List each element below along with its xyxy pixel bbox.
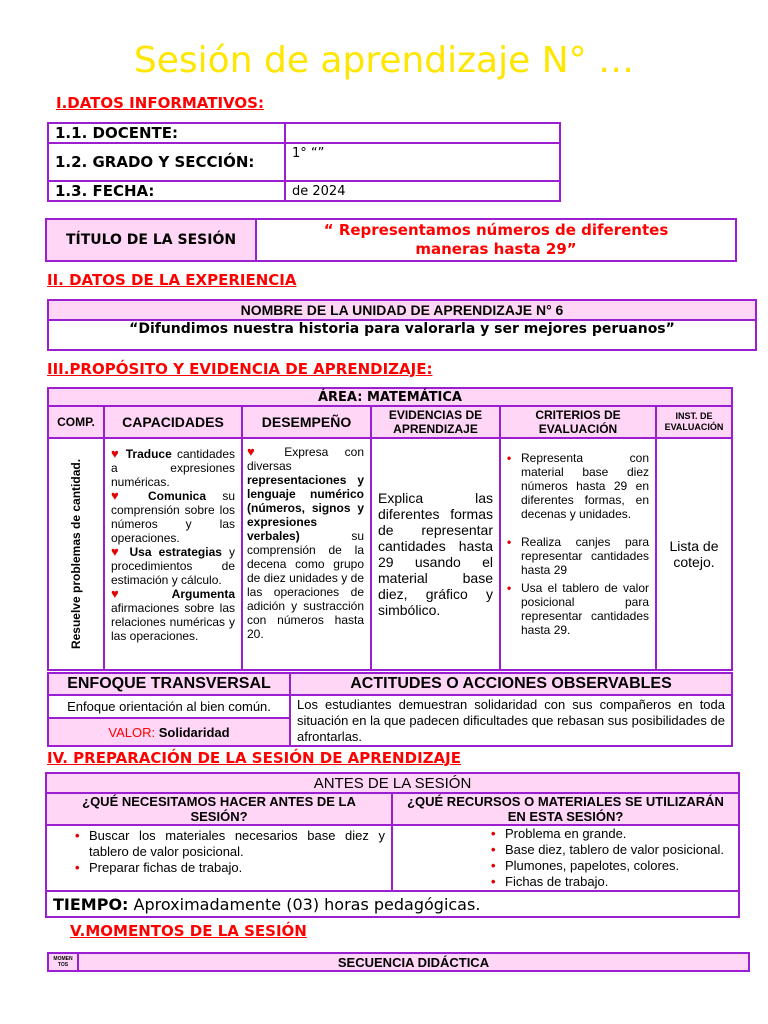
heart-icon: ♥: [111, 488, 132, 503]
evidencia-cell: Explica las diferentes formas de representar cantidades hasta 29 usando el material base diez, gráfico y simbólico.: [371, 438, 500, 670]
enfoque-label: ENFOQUE TRANSVERSAL: [48, 673, 290, 695]
recurso-item: • Plumones, papelotes, colores.: [505, 858, 732, 874]
tiempo-cell: [46, 891, 739, 917]
unidad-label: NOMBRE DE LA UNIDAD DE APRENDIZAJE N° 6: [48, 300, 756, 320]
heart-icon: ♥: [111, 586, 144, 601]
antes-label: ANTES DE LA SESIÓN: [46, 773, 739, 793]
actitudes-value: Los estudiantes demuestran solidaridad con sus compañeros en toda situación en la que padecen dificultades que rebasan sus posibilidades de afrontarlas.: [290, 695, 732, 746]
tiempo-value: Aproximadamente (03) horas pedagógicas.: [133, 894, 481, 914]
instrumento-cell: Lista de cotejo.: [656, 438, 732, 670]
area-label: ÁREA: MATEMÁTICA: [48, 388, 732, 406]
q-recursos: ¿QUÉ RECURSOS O MATERIALES SE UTILIZARÁN EN ESTA SESIÓN?: [392, 793, 739, 825]
secuencia-label: SECUENCIA DIDÁCTICA: [78, 953, 749, 971]
fecha-value: de 2024: [285, 181, 560, 201]
enfoque-table: [47, 672, 733, 747]
capacidades-cell: [104, 438, 242, 670]
section-datos-informativos: I.DATOS INFORMATIVOS:: [56, 94, 264, 112]
criterio-item: • Usa el tablero de valor posicional para representar cantidades hasta 29.: [521, 581, 649, 637]
page-title: Sesión de aprendizaje N° …: [133, 40, 635, 81]
section-preparacion: IV. PREPARACIÓN DE LA SESIÓN DE APRENDIZAJE: [47, 749, 461, 767]
proposito-table: [47, 387, 733, 671]
momentos-label: MOMEN TOS: [48, 953, 78, 971]
heart-icon: ♥: [111, 446, 121, 461]
heart-icon: ♥: [111, 544, 123, 559]
capacidad-item: ♥ Comunica su comprensión sobre los números y las operaciones.: [111, 488, 235, 545]
criterios-cell: [500, 438, 656, 670]
docente-value: [285, 123, 560, 143]
section-datos-experiencia: II. DATOS DE LA EXPERIENCIA: [47, 271, 297, 289]
actitudes-label: ACTITUDES O ACCIONES OBSERVABLES: [290, 673, 732, 695]
competencia-text: Resuelve problemas de cantidad.: [69, 458, 83, 650]
q-hacer: ¿QUÉ NECESITAMOS HACER ANTES DE LA SESIÓN?: [46, 793, 392, 825]
col-desempeno: DESEMPEÑO: [242, 406, 371, 438]
recurso-item: • Problema en grande.: [505, 826, 732, 842]
unidad-table: [47, 299, 757, 351]
unidad-value: “Difundimos nuestra historia para valorarla y ser mejores peruanos”: [48, 320, 756, 350]
competencia-cell: [48, 438, 104, 670]
tiempo-label: TIEMPO:: [53, 894, 129, 914]
heart-icon: ♥: [247, 444, 268, 459]
section-momentos: V.MOMENTOS DE LA SESIÓN: [70, 922, 307, 940]
criterio-item: • Representa con material base diez números hasta 29 en diferentes formas, en decenas y unidades.: [521, 451, 649, 521]
capacidad-item: ♥ Traduce cantidades a expresiones numéricas.: [111, 446, 235, 489]
col-capacidades: CAPACIDADES: [104, 406, 242, 438]
col-instrumento: INST. DE EVALUACIÓN: [656, 406, 732, 438]
titulo-label: TÍTULO DE LA SESIÓN: [46, 219, 256, 261]
preparacion-table: [45, 772, 740, 918]
valor-value: Solidaridad: [158, 724, 230, 740]
valor-label: VALOR:: [108, 724, 156, 740]
recurso-item: • Base diez, tablero de valor posicional.: [505, 842, 732, 858]
section-proposito: III.PROPÓSITO Y EVIDENCIA DE APRENDIZAJE:: [47, 360, 433, 378]
col-evidencias: EVIDENCIAS DE APRENDIZAJE: [371, 406, 500, 438]
titulo-table: [45, 218, 737, 262]
datos-table: [47, 122, 561, 202]
col-criterios: CRITERIOS DE EVALUACIÓN: [500, 406, 656, 438]
criterio-item: • Realiza canjes para representar cantidades hasta 29: [521, 535, 649, 577]
recursos-cell: [392, 825, 739, 891]
col-comp: COMP.: [48, 406, 104, 438]
capacidad-item: ♥ Argumenta afirmaciones sobre las relaciones numéricas y las operaciones.: [111, 586, 235, 643]
secuencia-table: [47, 952, 750, 972]
capacidad-item: ♥ Usa estrategias y procedimientos de estimación y cálculo.: [111, 544, 235, 587]
grado-value: 1° “”: [285, 143, 560, 181]
hacer-item: • Preparar fichas de trabajo.: [89, 860, 385, 876]
docente-label: 1.1. DOCENTE:: [48, 123, 285, 143]
fecha-label: 1.3. FECHA:: [48, 181, 285, 201]
hacer-cell: [46, 825, 392, 891]
hacer-item: • Buscar los materiales necesarios base diez y tablero de valor posicional.: [89, 828, 385, 860]
valor-cell: [48, 718, 290, 746]
desempeno-cell: ♥ Expresa con diversas representaciones y lenguaje numérico (números, signos y expresiones verbales) su comprensión de la decena como grupo de diez unidades y de las operaciones de adición y sustracción con números hasta 20.: [242, 438, 371, 670]
titulo-value: “ Representamos números de diferentes maneras hasta 29”: [256, 219, 736, 261]
enfoque-value: Enfoque orientación al bien común.: [48, 695, 290, 718]
recurso-item: • Fichas de trabajo.: [505, 874, 732, 890]
grado-label: 1.2. GRADO Y SECCIÓN:: [48, 143, 285, 181]
